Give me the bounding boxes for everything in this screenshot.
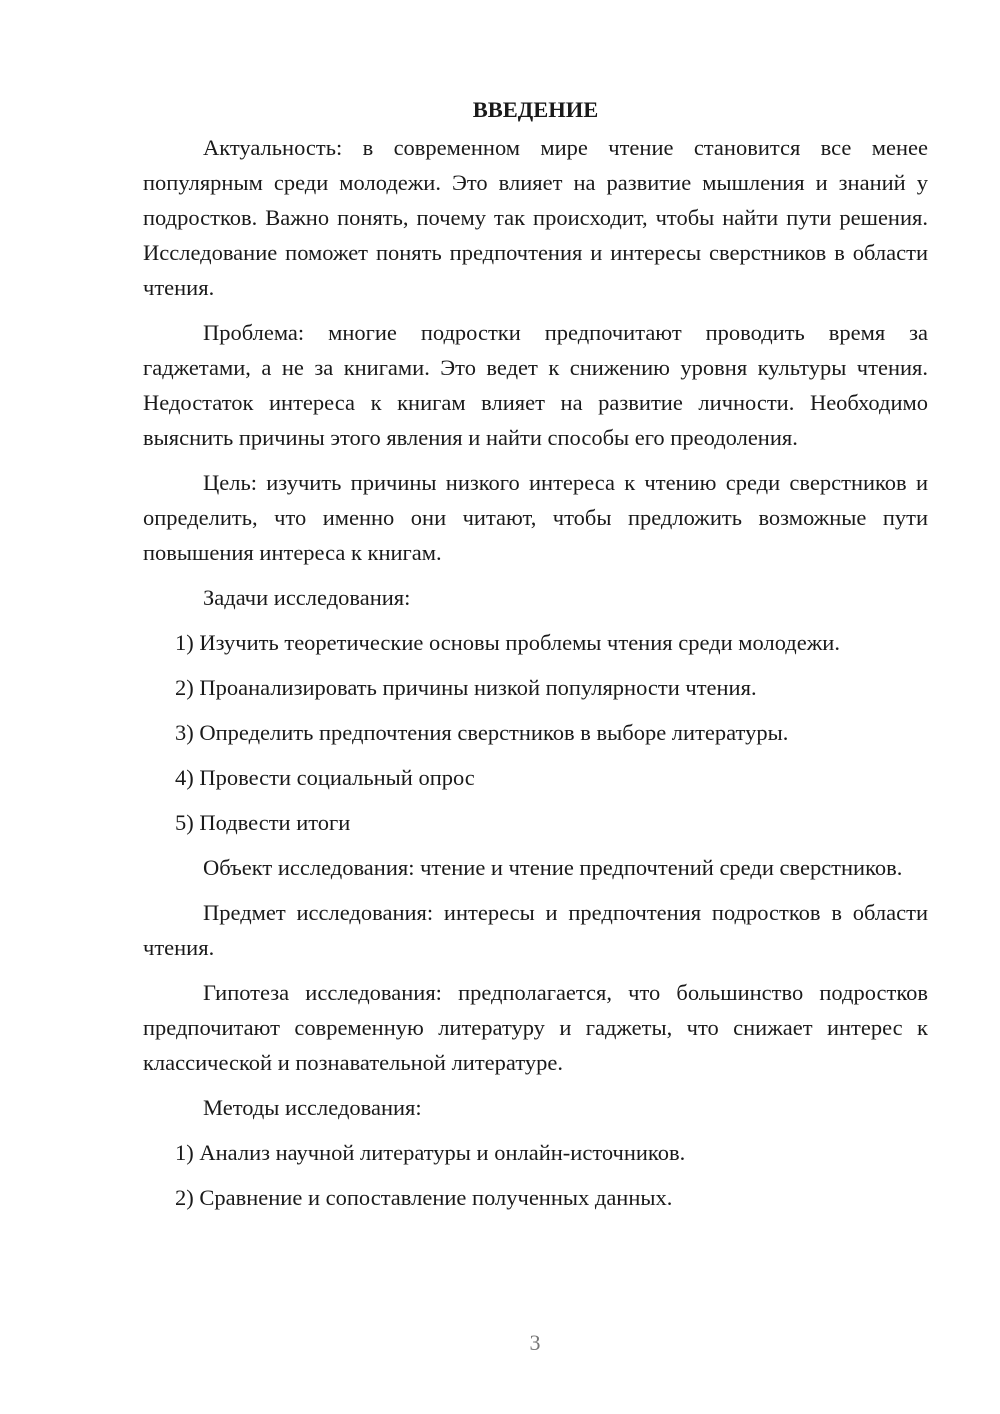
task-item: 3) Определить предпочтения сверстников в выборе литературы. — [175, 720, 789, 745]
task-item: 5) Подвести итоги — [175, 810, 351, 835]
page-number: 3 — [529, 1330, 541, 1355]
subject-paragraph: Предмет исследования: интересы и предпочтения подростков в области чтения. — [143, 900, 928, 960]
hypothesis-paragraph: Гипотеза исследования: предполагается, что большинство подростков предпочитают современную литературу и гаджеты, что снижает интерес к классической и познавательной литературе. — [143, 980, 928, 1075]
method-item: 1) Анализ научной литературы и онлайн-источников. — [175, 1140, 686, 1165]
relevance-paragraph: Актуальность: в современном мире чтение становится все менее популярным среди молодежи. Это влияет на развитие мышления и знаний у подростков. Важно понять, почему так происходит, чтобы найти пути решения. Исследование поможет понять предпочтения и интересы сверстников в области чтения. — [143, 135, 928, 300]
tasks-label: Задачи исследования: — [203, 585, 411, 610]
problem-paragraph: Проблема: многие подростки предпочитают проводить время за гаджетами, а не за книгами. Это ведет к снижению уровня культуры чтения. Недостаток интереса к книгам влияет на развитие личности. Необходимо выяснить причины этого явления и найти способы его преодоления. — [143, 320, 928, 450]
object-paragraph: Объект исследования: чтение и чтение предпочтений среди сверстников. — [203, 855, 903, 880]
method-item: 2) Сравнение и сопоставление полученных данных. — [175, 1185, 673, 1210]
goal-paragraph: Цель: изучить причины низкого интереса к чтению среди сверстников и определить, что именно они читают, чтобы предложить возможные пути повышения интереса к книгам. — [143, 470, 928, 565]
page-title: ВВЕДЕНИЕ — [472, 97, 599, 122]
task-item: 4) Провести социальный опрос — [175, 765, 475, 790]
page-content — [143, 92, 928, 1225]
task-item: 1) Изучить теоретические основы проблемы чтения среди молодежи. — [175, 630, 840, 655]
methods-label: Методы исследования: — [203, 1095, 422, 1120]
task-item: 2) Проанализировать причины низкой популярности чтения. — [175, 675, 757, 700]
